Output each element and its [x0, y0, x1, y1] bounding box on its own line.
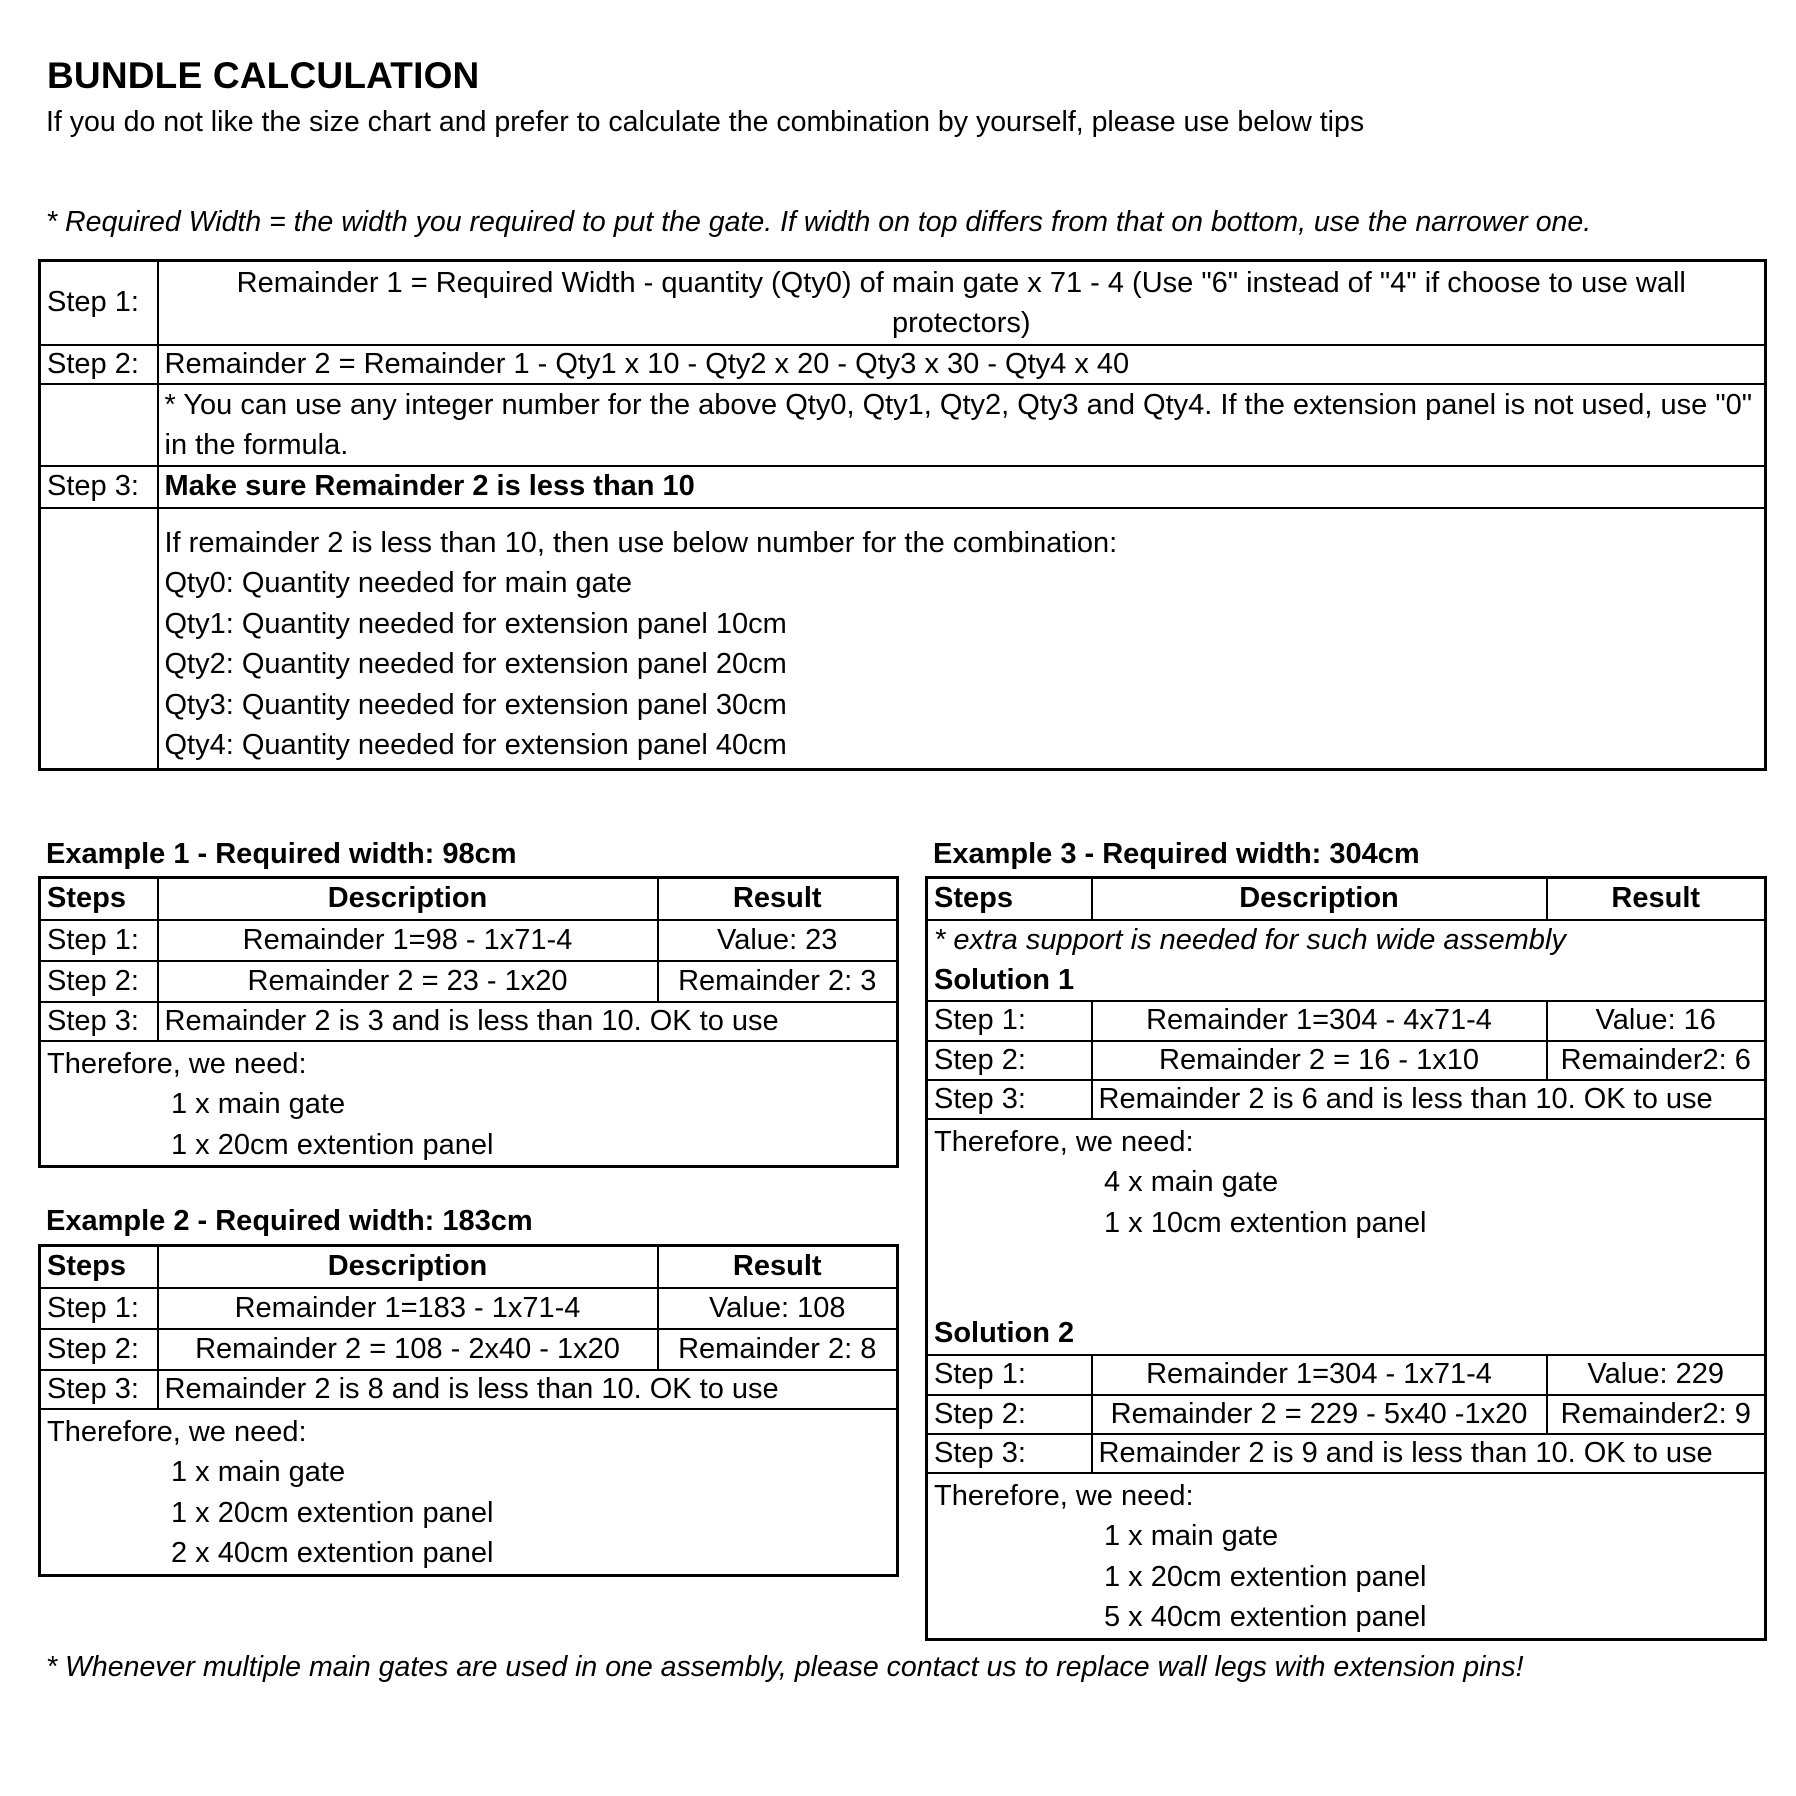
- need-item: 1 x main gate: [171, 1456, 346, 1488]
- step-label: Step 1:: [40, 261, 158, 345]
- step-label: Step 1:: [40, 1288, 158, 1329]
- subtitle: If you do not like the size chart and prefer to calculate the combination by yourself, please use below tips: [46, 106, 1365, 138]
- example3-table: [925, 876, 1767, 1641]
- step-label: Step 2:: [40, 345, 158, 384]
- example1-title: Example 1 - Required width: 98cm: [46, 838, 517, 870]
- header-row: [40, 1246, 898, 1288]
- need-item: 1 x 20cm extention panel: [171, 1496, 494, 1529]
- therefore-label: Therefore, we need:: [934, 1479, 1194, 1512]
- header-row: [40, 878, 898, 920]
- table-row: [927, 1001, 1766, 1041]
- therefore-row: [40, 1041, 898, 1167]
- example1-table: [38, 876, 899, 1168]
- combination-list: [158, 508, 1766, 770]
- need-item: 1 x main gate: [1104, 1520, 1279, 1552]
- table-row: [927, 1080, 1766, 1119]
- step-description: Remainder 2 = 16 - 1x10: [1092, 1041, 1547, 1080]
- step-label: Step 3:: [40, 466, 158, 508]
- step-result: Value: 16: [1547, 1001, 1766, 1041]
- combo-line: Qty4: Quantity needed for extension panel 40cm: [164, 729, 787, 761]
- steps-header: Steps: [40, 878, 158, 920]
- step-result: Remainder 2: 8: [658, 1329, 898, 1370]
- step-description: Remainder 2 = 23 - 1x20: [158, 961, 658, 1002]
- empty-cell: [40, 384, 158, 466]
- step-label: Step 2:: [927, 1395, 1092, 1434]
- table-row: [927, 1355, 1766, 1395]
- need-item: 5 x 40cm extention panel: [1104, 1601, 1427, 1633]
- step-description: Remainder 1=304 - 4x71-4: [1092, 1001, 1547, 1041]
- step-result: Value: 23: [658, 920, 898, 961]
- step-description: Make sure Remainder 2 is less than 10: [158, 466, 1766, 508]
- empty-cell: [40, 508, 158, 770]
- step-description: Remainder 2 = Remainder 1 - Qty1 x 10 - Qty2 x 20 - Qty3 x 30 - Qty4 x 40: [158, 345, 1766, 384]
- table-row: [40, 1329, 898, 1370]
- step-description: Remainder 1=304 - 1x71-4: [1092, 1355, 1547, 1395]
- step-label: Step 2:: [40, 961, 158, 1002]
- step-description: Remainder 2 is 8 and is less than 10. OK to use: [158, 1370, 898, 1409]
- support-note-row: [927, 920, 1766, 961]
- need-item: 2 x 40cm extention panel: [171, 1537, 494, 1569]
- solution1-label-row: [927, 961, 1766, 1001]
- needs-block: [927, 1473, 1766, 1640]
- step1-text-line1: Remainder 1 = Required Width - quantity (Qty0) of main gate x 71 - 4 (Use "6" instead of "4" if choose to use wall: [236, 266, 1686, 299]
- formula-step1-row: [40, 261, 1766, 345]
- integer-note: * You can use any integer number for the above Qty0, Qty1, Qty2, Qty3 and Qty4. If the extension panel is not used, use "0" in the formula.: [158, 384, 1766, 466]
- step-description: Remainder 1=98 - 1x71-4: [158, 920, 658, 961]
- formula-step3-row: [40, 466, 1766, 508]
- need-item: 1 x main gate: [171, 1088, 346, 1120]
- step-description: [158, 261, 1766, 345]
- combo-line: If remainder 2 is less than 10, then use below number for the combination:: [164, 526, 1118, 559]
- example2-table: [38, 1244, 899, 1577]
- formula-combo-row: [40, 508, 1766, 770]
- step-result: Remainder 2: 3: [658, 961, 898, 1002]
- combo-line: Qty2: Quantity needed for extension panel 20cm: [164, 648, 787, 680]
- example3-title: Example 3 - Required width: 304cm: [933, 838, 1420, 870]
- step-label: Step 2:: [927, 1041, 1092, 1080]
- step-result: Remainder2: 9: [1547, 1395, 1766, 1434]
- step1-text-line2: protectors): [891, 306, 1031, 339]
- combo-line: Qty1: Quantity needed for extension panel 10cm: [164, 607, 787, 640]
- therefore-row: [927, 1473, 1766, 1640]
- table-row: [40, 1002, 898, 1041]
- table-row: [927, 1395, 1766, 1434]
- step-result: Remainder2: 6: [1547, 1041, 1766, 1080]
- combo-line: Qty0: Quantity needed for main gate: [164, 567, 632, 599]
- formula-step2-row: [40, 345, 1766, 384]
- example2-title: Example 2 - Required width: 183cm: [46, 1205, 533, 1237]
- formula-table: [38, 259, 1767, 771]
- result-header: Result: [658, 878, 898, 920]
- combo-line: Qty3: Quantity needed for extension panel 30cm: [164, 688, 787, 721]
- footer-note: * Whenever multiple main gates are used in one assembly, please contact us to replace wall legs with extension pins!: [46, 1651, 1524, 1683]
- spacer: [934, 1243, 1758, 1313]
- need-item: 1 x 10cm extention panel: [1104, 1206, 1427, 1239]
- step-description: Remainder 2 is 6 and is less than 10. OK to use: [1092, 1080, 1766, 1119]
- solution1-label: Solution 1: [927, 961, 1766, 1001]
- step-label: Step 1:: [40, 920, 158, 961]
- result-header: Result: [658, 1246, 898, 1288]
- formula-note-row: [40, 384, 1766, 466]
- table-row: [927, 1434, 1766, 1473]
- table-row: [40, 961, 898, 1002]
- table-row: [40, 920, 898, 961]
- step-result: Value: 229: [1547, 1355, 1766, 1395]
- step-result: Value: 108: [658, 1288, 898, 1329]
- solution2-label: Solution 2: [934, 1317, 1075, 1349]
- step-description: Remainder 2 is 3 and is less than 10. OK to use: [158, 1002, 898, 1041]
- step-description: Remainder 1=183 - 1x71-4: [158, 1288, 658, 1329]
- description-header: Description: [158, 1246, 658, 1288]
- needs-block: [927, 1119, 1766, 1355]
- step-label: Step 3:: [40, 1002, 158, 1041]
- step-description: Remainder 2 is 9 and is less than 10. OK to use: [1092, 1434, 1766, 1473]
- description-header: Description: [1092, 878, 1547, 920]
- therefore-row: [40, 1409, 898, 1576]
- step-label: Step 3:: [927, 1080, 1092, 1119]
- therefore-label: Therefore, we need:: [47, 1415, 307, 1448]
- steps-header: Steps: [927, 878, 1092, 920]
- page-title: BUNDLE CALCULATION: [47, 55, 480, 96]
- step-label: Step 1:: [927, 1001, 1092, 1041]
- description-header: Description: [158, 878, 658, 920]
- step-label: Step 1:: [927, 1355, 1092, 1395]
- steps-header: Steps: [40, 1246, 158, 1288]
- need-item: 1 x 20cm extention panel: [171, 1128, 494, 1161]
- therefore-label: Therefore, we need:: [934, 1125, 1194, 1158]
- needs-block: [40, 1409, 898, 1576]
- step-label: Step 3:: [927, 1434, 1092, 1473]
- need-item: 4 x main gate: [1104, 1166, 1279, 1198]
- step-description: Remainder 2 = 108 - 2x40 - 1x20: [158, 1329, 658, 1370]
- result-header: Result: [1547, 878, 1766, 920]
- required-width-note: * Required Width = the width you required to put the gate. If width on top differs from that on bottom, use the narrower one.: [46, 206, 1592, 238]
- table-row: [40, 1288, 898, 1329]
- needs-block: [40, 1041, 898, 1167]
- support-note: * extra support is needed for such wide assembly: [927, 920, 1766, 961]
- table-row: [40, 1370, 898, 1409]
- table-row: [927, 1041, 1766, 1080]
- step-label: Step 3:: [40, 1370, 158, 1409]
- therefore-label: Therefore, we need:: [47, 1047, 307, 1080]
- header-row: [927, 878, 1766, 920]
- step-label: Step 2:: [40, 1329, 158, 1370]
- therefore-row: [927, 1119, 1766, 1355]
- step-description: Remainder 2 = 229 - 5x40 -1x20: [1092, 1395, 1547, 1434]
- need-item: 1 x 20cm extention panel: [1104, 1560, 1427, 1593]
